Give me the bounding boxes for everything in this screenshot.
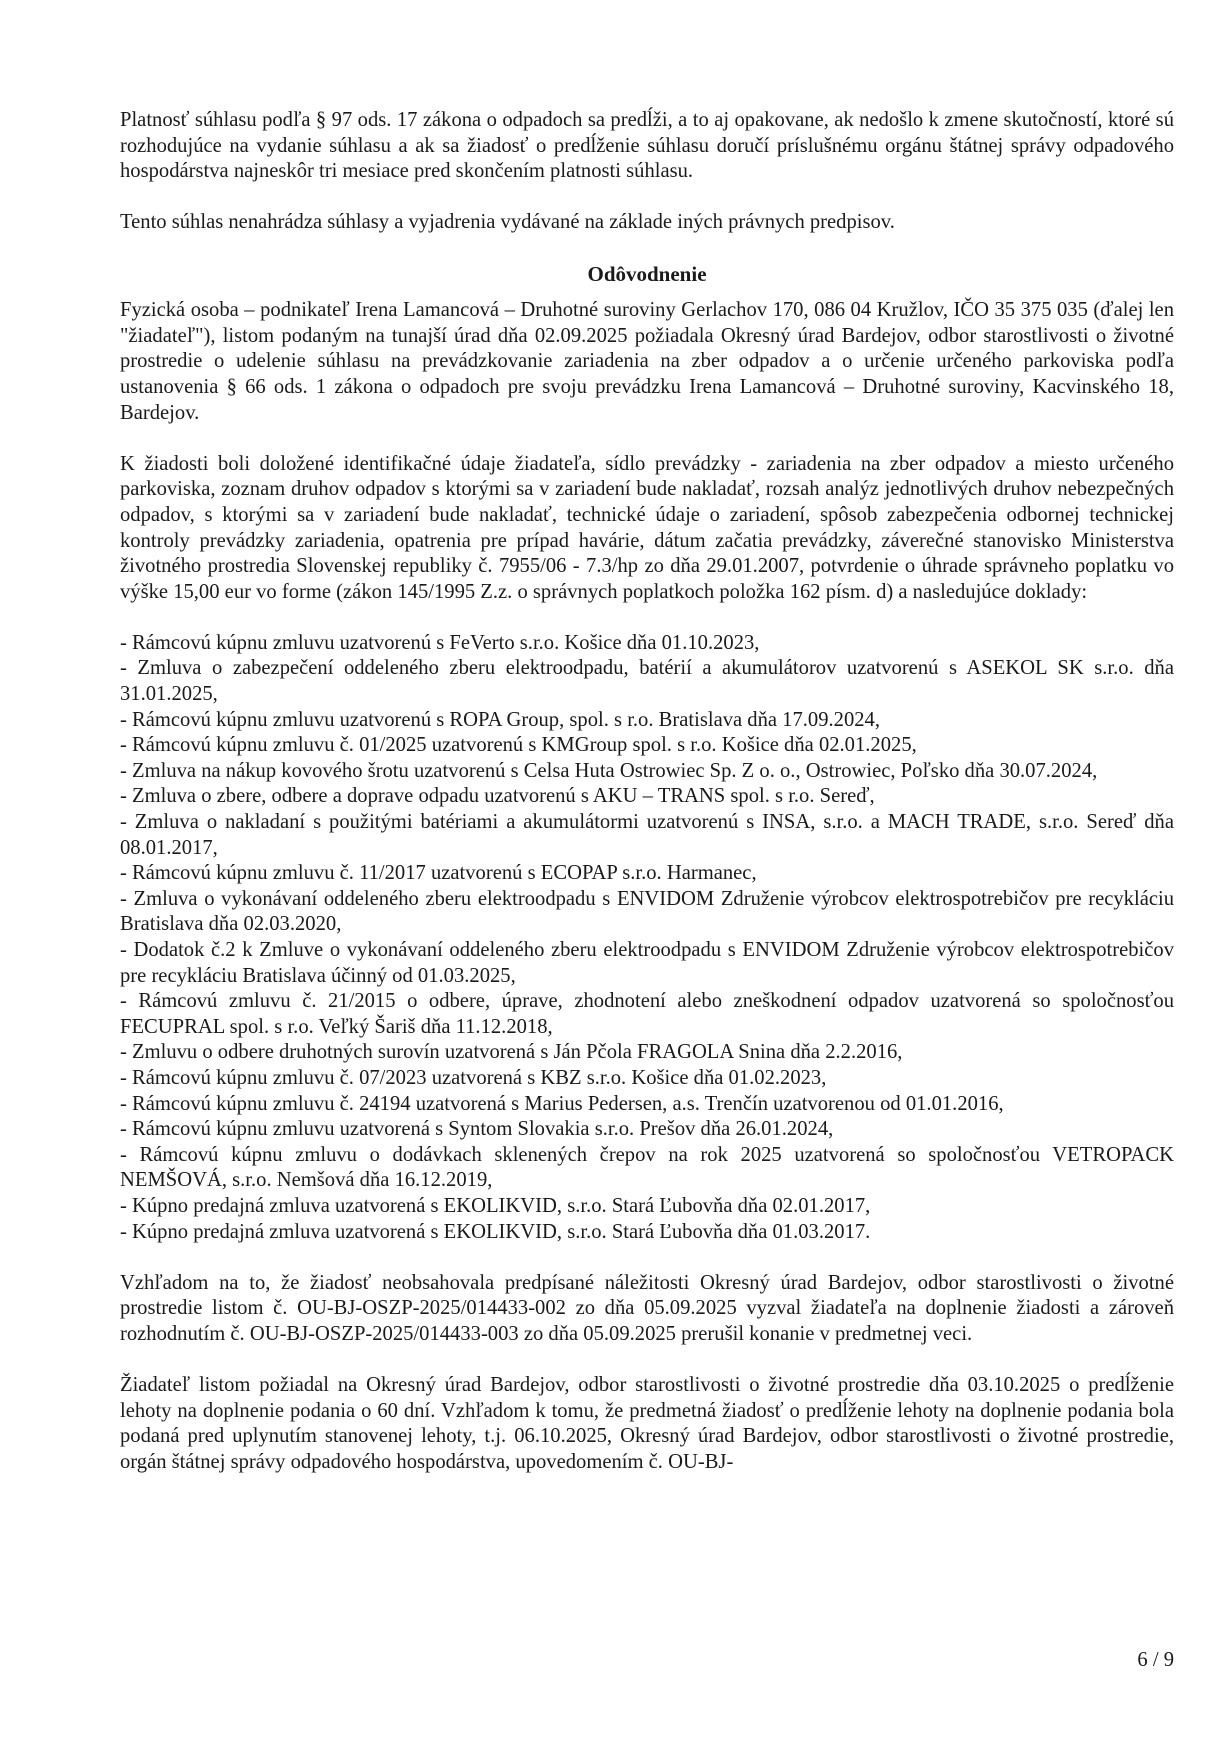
list-item: - Zmluvu o odbere druhotných surovín uzatvorená s Ján Pčola FRAGOLA Snina dňa 2.2.2016, [120, 1041, 903, 1064]
list-item: - Dodatok č.2 k Zmluve o vykonávaní oddeleného zberu elektroodpadu s ENVIDOM Združenie výrobcov elektrospotrebičov pre recykláciu Bratislava účinný od 01.03.2025, [120, 939, 1174, 987]
paragraph-not-replacing: Tento súhlas nenahrádza súhlasy a vyjadrenia vydávané na základe iných právnych predpisov. [120, 211, 895, 234]
list-item: - Rámcovú kúpnu zmluvu č. 24194 uzatvorená s Marius Pedersen, a.s. Trenčín uzatvorenou od 01.01.2016, [120, 1092, 1004, 1115]
list-item: - Rámcovú kúpnu zmluvu uzatvorenú s ROPA Group, spol. s r.o. Bratislava dňa 17.09.2024, [120, 708, 880, 731]
list-item: - Rámcovú kúpnu zmluvu č. 07/2023 uzatvorená s KBZ s.r.o. Košice dňa 01.02.2023, [120, 1066, 827, 1089]
paragraph-extension: Žiadateľ listom požiadal na Okresný úrad Bardejov, odbor starostlivosti o životné prostredie dňa 03.10.2025 o predĺženie lehoty na doplnenie podania o 60 dní. Vzhľadom k tomu, že predmetná žiadosť o predĺženie lehoty na doplnenie podania bola podaná pred uplynutím stanovenej lehoty, t.j. 06.10.2025, Okresný úrad Bardejov, odbor starostlivosti o životné prostredie, orgán štátnej správy odpadového hospodárstva, upovedomením č. OU-BJ- [120, 1374, 1174, 1473]
page-number: 6 / 9 [1137, 1649, 1174, 1671]
list-item: - Rámcovú kúpnu zmluvu uzatvorená s Syntom Slovakia s.r.o. Prešov dňa 26.01.2024, [120, 1118, 834, 1141]
document-body [120, 108, 1174, 1475]
list-item: - Zmluva o zbere, odbere a doprave odpadu uzatvorenú s AKU – TRANS spol. s r.o. Sereď, [120, 785, 875, 808]
section-heading: Odôvodnenie [587, 261, 707, 286]
list-item: - Kúpno predajná zmluva uzatvorená s EKOLIKVID, s.r.o. Stará Ľubovňa dňa 01.03.2017. [120, 1220, 871, 1243]
paragraph-interruption: Vzhľadom na to, že žiadosť neobsahovala predpísané náležitosti Okresný úrad Bardejov, odbor starostlivosti o životné prostredie listom č. OU-BJ-OSZP-2025/014433-002 zo dňa 05.09.2025 vyzval žiadateľa na doplnenie žiadosti a zároveň rozhodnutím č. OU-BJ-OSZP-2025/014433-003 zo dňa 05.09.2025 prerušil konanie v predmetnej veci. [120, 1271, 1174, 1345]
paragraph-reasoning: Fyzická osoba – podnikateľ Irena Lamancová – Druhotné suroviny Gerlachov 170, 086 04 Kružlov, IČO 35 375 035 (ďalej len "žiadateľ"), listom podaným na tunajší úrad dňa 02.09.2025 požiadala Okresný úrad Bardejov, odbor starostlivosti o životné prostredie o udelenie súhlasu na prevádzkovanie zariadenia na zber odpadov a o určenie určeného parkoviska podľa ustanovenia § 66 ods. 1 zákona o odpadoch pre svoju prevádzku Irena Lamancová – Druhotné suroviny, Kacvinského 18, Bardejov. [120, 299, 1174, 424]
list-item: - Zmluva na nákup kovového šrotu uzatvorenú s Celsa Huta Ostrowiec Sp. Z o. o., Ostrowiec, Poľsko dňa 30.07.2024, [120, 759, 1098, 782]
list-item: - Zmluva o vykonávaní oddeleného zberu elektroodpadu s ENVIDOM Združenie výrobcov elektrospotrebičov pre recykláciu Bratislava dňa 02.03.2020, [120, 887, 1174, 936]
list-item: - Kúpno predajná zmluva uzatvorená s EKOLIKVID, s.r.o. Stará Ľubovňa dňa 02.01.2017, [120, 1194, 871, 1217]
list-item: - Zmluva o nakladaní s použitými batériami a akumulátormi uzatvorenú s INSA, s.r.o. a MACH TRADE, s.r.o. Sereď dňa 08.01.2017, [120, 811, 1174, 859]
paragraph-validity: Platnosť súhlasu podľa § 97 ods. 17 zákona o odpadoch sa predĺži, a to aj opakovane, ak nedošlo k zmene skutočností, ktoré sú rozhodujúce na vydanie súhlasu a ak sa žiadosť o predĺženie súhlasu doručí príslušnému orgánu štátnej správy odpadového hospodárstva najneskôr tri mesiace pred skončením platnosti súhlasu. [120, 109, 1174, 183]
list-item: - Rámcovú kúpnu zmluvu o dodávkach sklenených črepov na rok 2025 uzatvorená so spoločnosťou VETROPACK NEMŠOVÁ, s.r.o. Nemšová dňa 16.12.2019, [120, 1143, 1174, 1192]
list-item: - Rámcovú kúpnu zmluvu č. 11/2017 uzatvorenú s ECOPAP s.r.o. Harmanec, [120, 862, 757, 885]
list-item: - Zmluva o zabezpečení oddeleného zberu elektroodpadu, batérií a akumulátorov uzatvorenú s ASEKOL SK s.r.o. dňa 31.01.2025, [120, 657, 1174, 706]
paragraph-documents: K žiadosti boli doložené identifikačné údaje žiadateľa, sídlo prevádzky - zariadenia na zber odpadov a miesto určeného parkoviska, zoznam druhov odpadov s ktorými sa v zariadení bude nakladať, rozsah analýz jednotlivých druhov nebezpečných odpadov, s ktorými sa v zariadení bude nakladať, technické údaje o zariadení, spôsob zabezpečenia odbornej technickej kontroly prevádzky zariadenia, opatrenia pre prípad havárie, dátum začatia prevádzky, záverečné stanovisko Ministerstva životného prostredia Slovenskej republiky č. 7955/06 - 7.3/hp zo dňa 29.01.2007, potvrdenie o úhrade správneho poplatku vo výške 15,00 eur vo forme (zákon 145/1995 Z.z. o správnych poplatkoch položka 162 písm. d) a nasledujúce doklady: [120, 452, 1174, 603]
list-item: - Rámcovú zmluvu č. 21/2015 o odbere, úprave, zhodnotení alebo zneškodnení odpadov uzatvorená so spoločnosťou FECUPRAL spol. s r.o. Veľký Šariš dňa 11.12.2018, [120, 990, 1174, 1038]
documents-list [120, 631, 1174, 1245]
list-item: - Rámcovú kúpnu zmluvu uzatvorenú s FeVerto s.r.o. Košice dňa 01.10.2023, [120, 631, 760, 654]
list-item: - Rámcovú kúpnu zmluvu č. 01/2025 uzatvorenú s KMGroup spol. s r.o. Košice dňa 02.01.2025, [120, 734, 917, 757]
